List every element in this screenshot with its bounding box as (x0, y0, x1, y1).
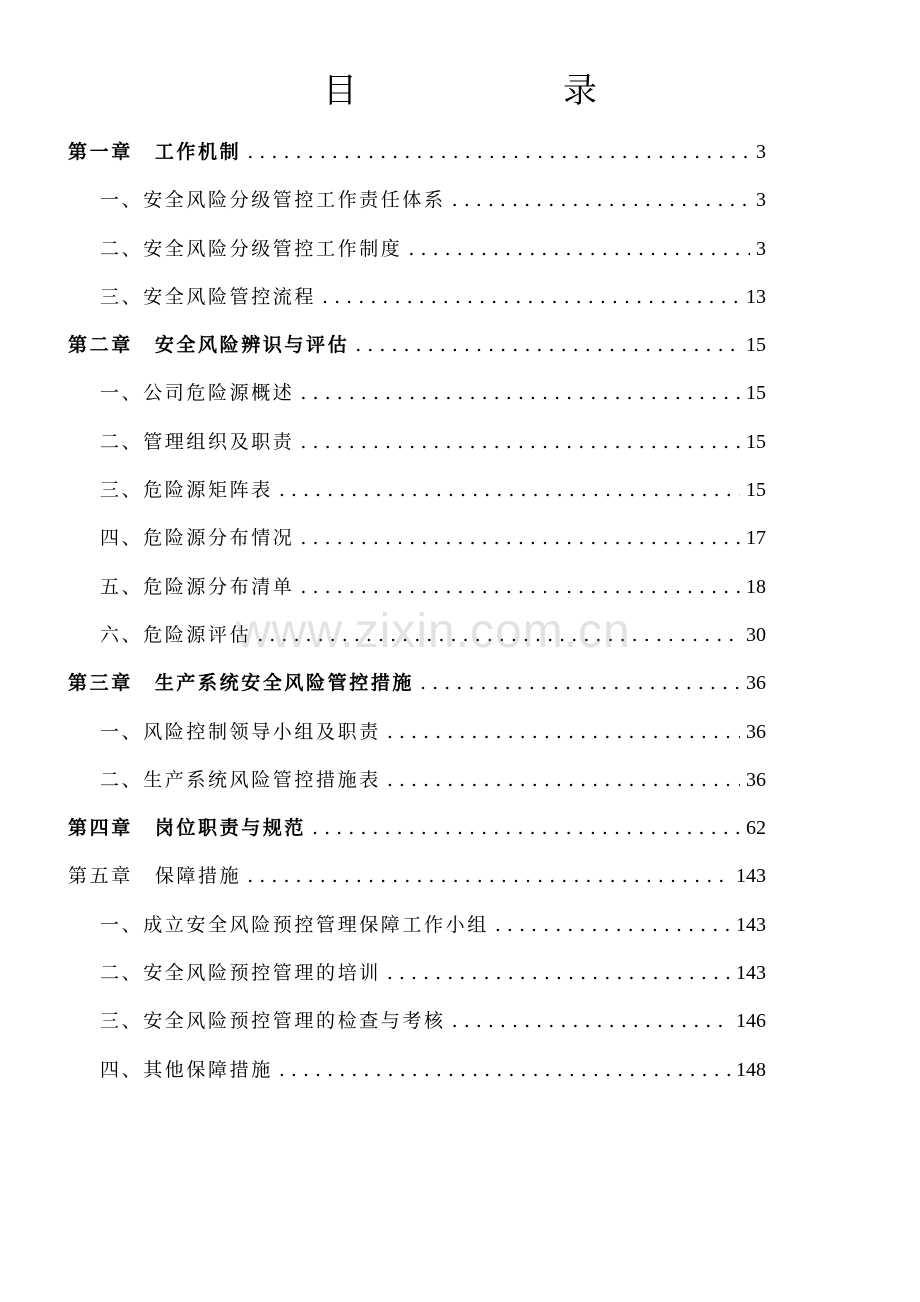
toc-dot-leader (312, 804, 740, 852)
toc-entry-text: 工作机制 (154, 141, 242, 163)
toc-page-number: 36 (746, 720, 766, 743)
toc-chapter-number: 第三章 (68, 672, 133, 695)
toc-entry-text: 四、危险源分布情况 (100, 527, 295, 550)
toc-section-entry[interactable] (68, 756, 766, 804)
toc-dot-leader (495, 901, 730, 949)
toc-entry-text: 三、安全风险预控管理的检查与考核 (100, 1010, 446, 1033)
toc-page-number: 30 (746, 623, 766, 646)
toc-dot-leader (300, 514, 740, 562)
toc-dot-leader (279, 1046, 730, 1094)
toc-entry-label (68, 659, 414, 707)
page-title: 目 录 (323, 71, 683, 111)
toc-entry-label (100, 949, 381, 997)
toc-chapter-entry[interactable] (68, 128, 766, 176)
toc-page-number: 3 (756, 141, 766, 163)
toc-page-number: 143 (736, 962, 766, 985)
toc-page-number: 15 (746, 334, 766, 357)
toc-dot-leader (355, 321, 740, 369)
toc-entry-text: 岗位职责与规范 (154, 817, 307, 840)
toc-page-number: 18 (746, 575, 766, 598)
toc-dot-leader (322, 273, 740, 321)
toc-entry-text: 二、管理组织及职责 (100, 430, 295, 453)
toc-entry-text: 四、其他保障措施 (100, 1058, 273, 1081)
toc-entry-text: 六、危险源评估 (100, 623, 252, 646)
toc-entry-text: 五、危险源分布清单 (100, 575, 295, 598)
toc-dot-leader (452, 997, 730, 1045)
toc-page-number: 143 (736, 913, 766, 936)
toc-dot-leader (300, 418, 740, 466)
toc-entry-text: 二、生产系统风险管控措施表 (100, 768, 381, 791)
toc-dot-leader (408, 225, 750, 273)
toc-page-number: 17 (746, 527, 766, 550)
toc-section-entry[interactable] (68, 176, 766, 224)
toc-section-entry[interactable] (68, 949, 766, 997)
toc-page-number: 3 (756, 189, 766, 212)
toc-section-entry[interactable] (68, 1046, 766, 1094)
toc-dot-leader (387, 708, 740, 756)
watermark-text: www.zixin.com.cn (236, 605, 631, 658)
toc-chapter-number: 第四章 (68, 817, 133, 840)
toc-entry-label (100, 273, 316, 321)
toc-dot-leader (247, 128, 750, 176)
toc-chapter-number: 第五章 (68, 865, 133, 888)
toc-entry-label (100, 901, 489, 949)
toc-section-entry[interactable] (68, 563, 766, 611)
toc-entry-text: 保障措施 (154, 865, 242, 888)
toc-entry-text: 二、安全风险预控管理的培训 (100, 962, 381, 985)
toc-entry-text: 一、成立安全风险预控管理保障工作小组 (100, 913, 489, 936)
toc-dot-leader (387, 949, 730, 997)
toc-dot-leader (247, 852, 730, 900)
toc-section-entry[interactable] (68, 708, 766, 756)
toc-entry-text: 一、风险控制领导小组及职责 (100, 720, 381, 743)
toc-page-number: 36 (746, 672, 766, 695)
toc-entry-label (100, 225, 402, 273)
toc-chapter-entry[interactable] (68, 659, 766, 707)
toc-chapter-number: 第一章 (68, 141, 133, 163)
toc-entry-label (68, 321, 349, 369)
toc-dot-leader (257, 611, 740, 659)
toc-page-number: 3 (756, 237, 766, 260)
toc-entry-text: 一、公司危险源概述 (100, 382, 295, 405)
toc-page-number: 148 (736, 1058, 766, 1081)
toc-section-entry[interactable] (68, 514, 766, 562)
toc-section-entry[interactable] (68, 225, 766, 273)
toc-entry-label (68, 804, 306, 852)
toc-entry-label (100, 611, 251, 659)
toc-entry-text: 生产系统安全风险管控措施 (154, 672, 415, 695)
toc-entry-label (100, 563, 294, 611)
toc-dot-leader (420, 659, 740, 707)
toc-dot-leader (300, 563, 740, 611)
toc-entry-label (68, 852, 241, 900)
toc-entry-text: 三、危险源矩阵表 (100, 479, 273, 502)
toc-page-number: 62 (746, 817, 766, 840)
toc-chapter-entry[interactable] (68, 321, 766, 369)
toc-section-entry[interactable] (68, 611, 766, 659)
toc-entry-label (100, 1046, 273, 1094)
toc-page-number: 15 (746, 479, 766, 502)
toc-page-number: 15 (746, 430, 766, 453)
toc-entry-label (100, 756, 381, 804)
toc-section-entry[interactable] (68, 466, 766, 514)
toc-chapter-number: 第二章 (68, 334, 133, 357)
toc-section-entry[interactable] (68, 418, 766, 466)
toc-entry-label (100, 369, 294, 417)
toc-page-number: 36 (746, 768, 766, 791)
toc-list (68, 128, 766, 1094)
toc-dot-leader (387, 756, 740, 804)
toc-section-entry[interactable] (68, 901, 766, 949)
toc-entry-label (68, 128, 241, 176)
toc-entry-label (100, 418, 294, 466)
toc-dot-leader (300, 369, 740, 417)
toc-entry-text: 三、安全风险管控流程 (100, 285, 317, 308)
toc-page-number: 13 (746, 285, 766, 308)
toc-entry-text: 一、安全风险分级管控工作责任体系 (100, 189, 446, 212)
toc-entry-label (100, 176, 446, 224)
toc-entry-label (100, 466, 273, 514)
toc-chapter-entry[interactable] (68, 804, 766, 852)
toc-section-entry[interactable] (68, 369, 766, 417)
toc-entry-text: 安全风险辨识与评估 (154, 334, 350, 357)
toc-entry-label (100, 997, 446, 1045)
toc-chapter-entry[interactable] (68, 852, 766, 900)
toc-page-number: 146 (736, 1010, 766, 1033)
toc-entry-label (100, 708, 381, 756)
toc-page-number: 143 (736, 865, 766, 888)
toc-entry-label (100, 514, 294, 562)
toc-dot-leader (279, 466, 740, 514)
toc-section-entry[interactable] (68, 997, 766, 1045)
toc-dot-leader (452, 176, 750, 224)
toc-page-number: 15 (746, 382, 766, 405)
toc-entry-text: 二、安全风险分级管控工作制度 (100, 237, 403, 260)
toc-section-entry[interactable] (68, 273, 766, 321)
